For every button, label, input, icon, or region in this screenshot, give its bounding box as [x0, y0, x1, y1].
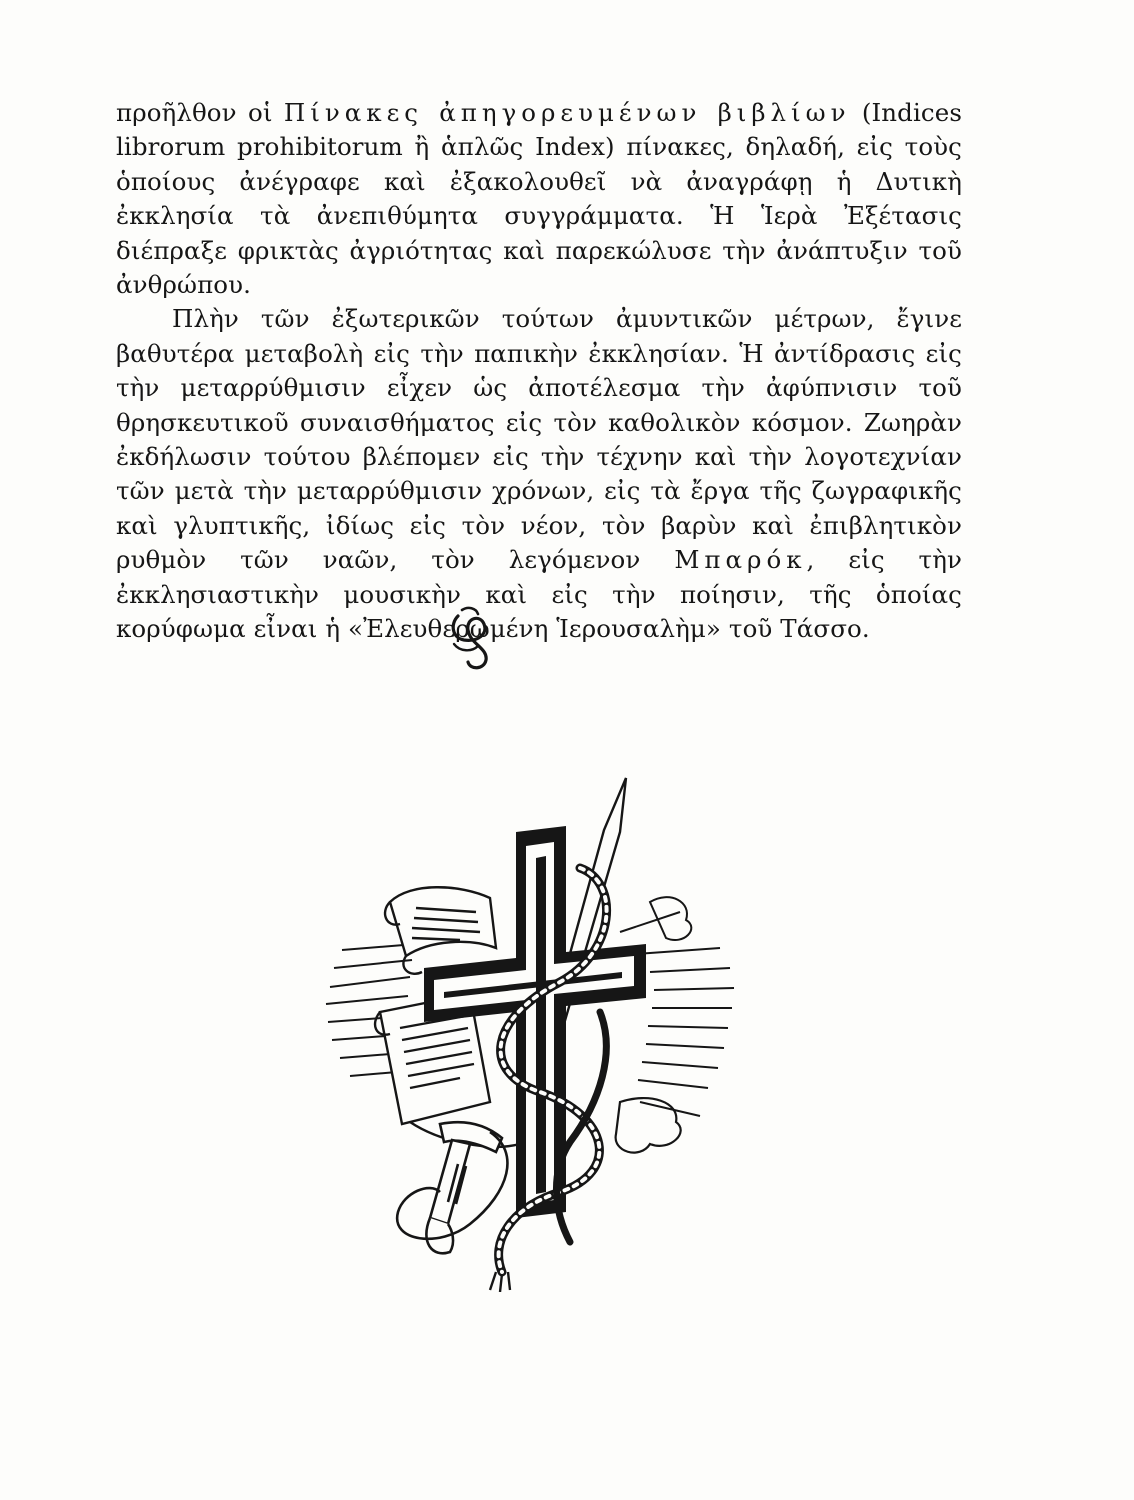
- index-term: Πίνακες ἀπηγορευμένων βιβλίων: [283, 98, 851, 127]
- paragraph-2-rest: , εἰς τὴν ἐκκλησιαστικὴν μουσικὴν καὶ εἰς τὴν ποίησιν, τῆς ὁποίας κορύφωμα εἶναι ἡ «Ἐλευθερωμένη Ἱερουσαλὴμ» τοῦ Τάσσο.: [116, 545, 962, 644]
- baroque-term: Μπαρόκ: [674, 545, 807, 575]
- cross-sword-rope-scroll-illustration: [320, 772, 740, 1292]
- cloud-top-right: [650, 897, 691, 940]
- pen-flourish-ornament: [448, 604, 496, 676]
- cloud-right: [616, 1098, 681, 1153]
- paragraph-2-lead: Πλὴν τῶν ἐξωτερικῶν τούτων ἀμυντικῶν μέτρων, ἔγινε βαθυτέρα μεταβολὴ εἰς τὴν παπικὴν ἐκκλησίαν. Ἡ ἀντίδρασις εἰς τὴν μεταρρύθμισιν εἶχεν ὡς ἀποτέλεσμα τὴν ἀφύπνισιν τοῦ θρησκευτικοῦ συναισθήματος εἰς τὸν καθολικὸν κόσμον. Ζωηρὰν ἐκδήλωσιν τούτου βλέπομεν εἰς τὴν τέχνην καὶ τὴν λογοτεχνίαν τῶν μετὰ τὴν μεταρρύθμισιν χρόνων, εἰς τὰ ἔργα τῆς ζωγραφικῆς καὶ γλυπτικῆς, ἰδίως εἰς τὸν νέον, τὸν βαρὺν καὶ ἐπιβλητικὸν ρυθμὸν τῶν ναῶν, τὸν λεγόμενον: [116, 304, 962, 575]
- paragraph-1: [116, 96, 962, 302]
- paragraph-1-rest: (Indices librorum prohibitorum ἢ ἁπλῶς Index) πίνακες, δηλαδή, εἰς τοὺς ὁποίους ἀνέγραφε καὶ ἐξακολουθεῖ νὰ ἀναγράφῃ ἡ Δυτικὴ ἐκκλησία τὰ ἀνεπιθύμητα συγγράμματα. Ἡ Ἱερὰ Ἐξέτασις διέπραξε φρικτὰς ἀγριότητας καὶ παρεκώλυσε τὴν ἀνάπτυξιν τοῦ ἀνθρώπου.: [116, 98, 962, 300]
- paragraph-1-lead: προῆλθον οἱ: [116, 98, 284, 127]
- paragraph-2: [116, 302, 962, 646]
- body-text: [116, 96, 962, 647]
- sword-hilt: [397, 1122, 507, 1253]
